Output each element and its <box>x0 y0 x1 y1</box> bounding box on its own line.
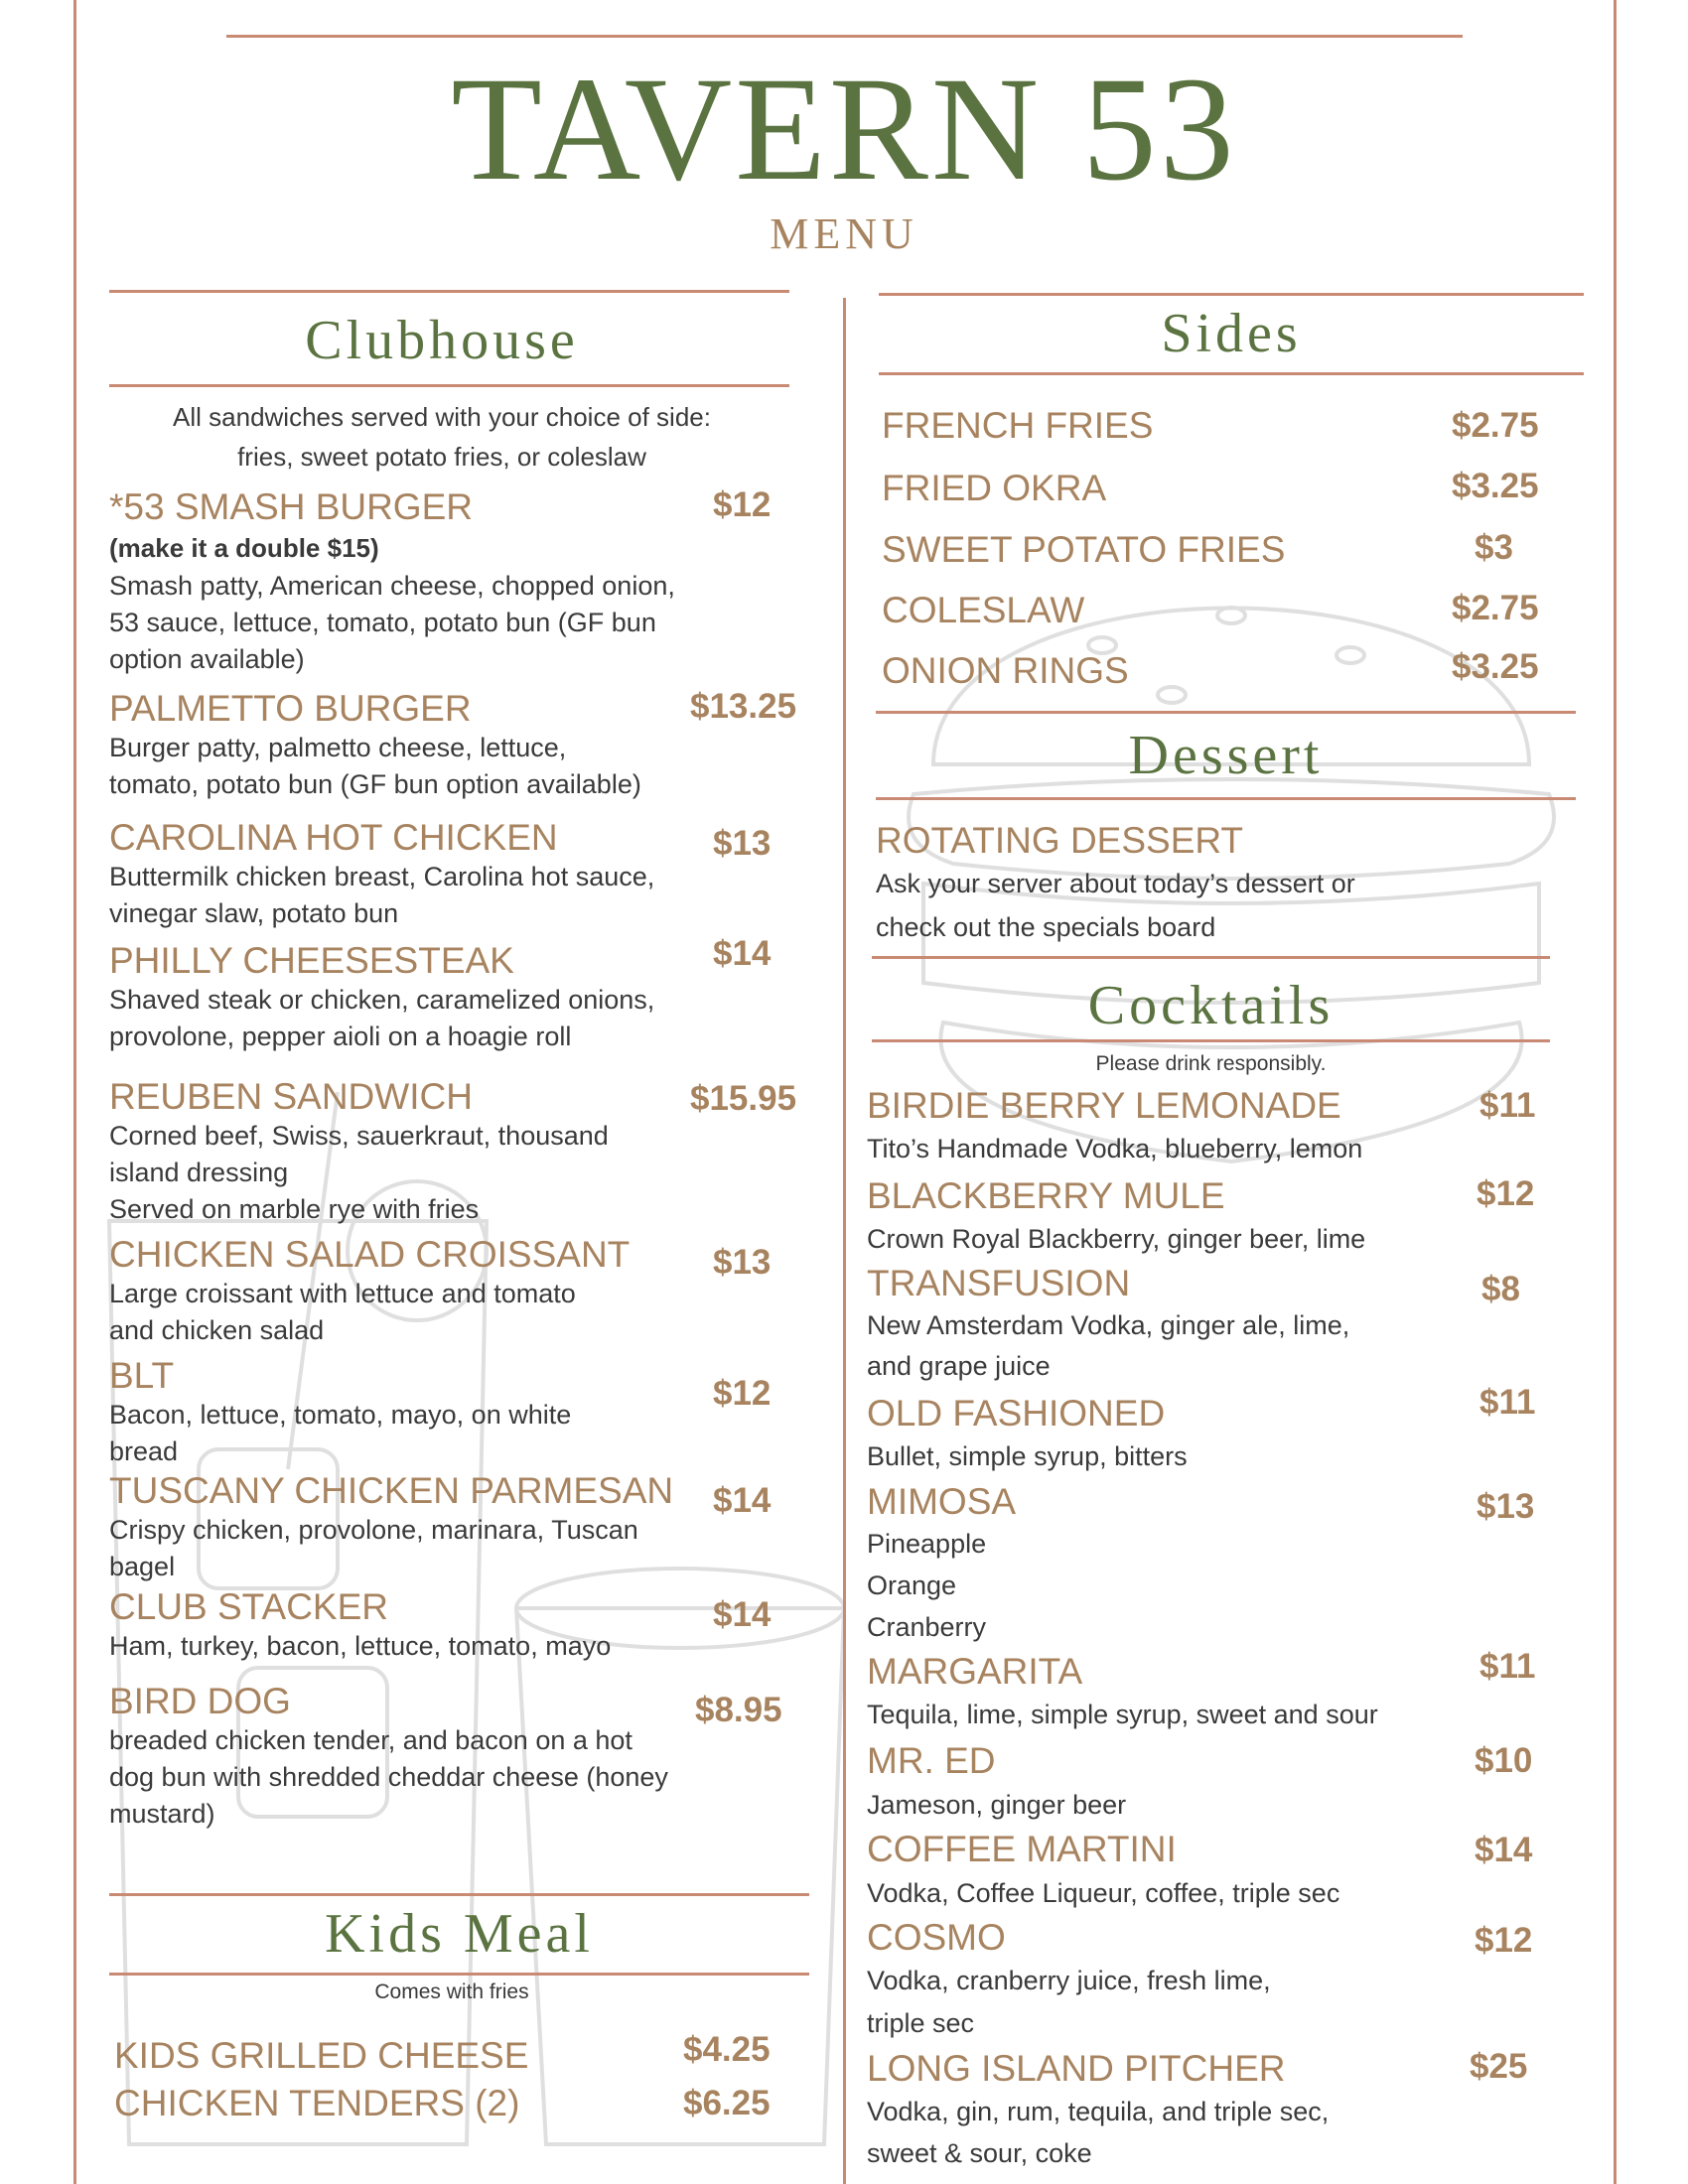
clubhouse-bottom-rule <box>109 384 789 387</box>
item-desc: bagel <box>109 1552 176 1581</box>
item-name: REUBEN SANDWICH <box>109 1076 473 1117</box>
item-price: $10 <box>1475 1741 1533 1780</box>
cocktail-birdie-berry-lemonade <box>867 1085 1482 1170</box>
menu-item-blt <box>109 1355 725 1470</box>
item-desc: Cranberry <box>867 1612 987 1642</box>
item-desc: Smash patty, American cheese, chopped onion, <box>109 571 675 601</box>
item-name: CLUB STACKER <box>109 1586 388 1627</box>
item-name: BLACKBERRY MULE <box>867 1175 1225 1216</box>
side-item-price: $2.75 <box>1452 406 1539 445</box>
item-price: $12 <box>713 1374 772 1413</box>
kids-item-name: KIDS GRILLED CHEESE <box>114 2035 529 2076</box>
item-desc: Tito’s Handmade Vodka, blueberry, lemon <box>867 1134 1363 1163</box>
left-frame-line <box>73 0 76 2184</box>
menu-item-reuben-sandwich <box>109 1076 725 1228</box>
cocktail-cosmo <box>867 1917 1482 2044</box>
clubhouse-note <box>109 397 774 477</box>
sides-title: Sides <box>1161 303 1302 364</box>
item-name: ROTATING DESSERT <box>876 820 1244 861</box>
item-desc: vinegar slaw, potato bun <box>109 898 399 928</box>
item-desc: Vodka, gin, rum, tequila, and triple sec, <box>867 2097 1330 2126</box>
cocktail-long-island-pitcher <box>867 2048 1482 2173</box>
clubhouse-top-rule <box>109 290 789 293</box>
cocktail-old-fashioned <box>867 1393 1482 1478</box>
item-desc: Vodka, cranberry juice, fresh lime, <box>867 1966 1271 1995</box>
item-name: MARGARITA <box>867 1651 1083 1692</box>
item-price: $25 <box>1470 2047 1528 2086</box>
item-price: $12 <box>713 485 772 524</box>
item-name: COFFEE MARTINI <box>867 1829 1177 1869</box>
cocktail-transfusion <box>867 1263 1482 1386</box>
menu-item-carolina-hot-chicken <box>109 817 725 932</box>
item-desc: Ham, turkey, bacon, lettuce, tomato, mayo <box>109 1631 612 1661</box>
item-name: COSMO <box>867 1917 1006 1958</box>
side-item-name: COLESLAW <box>882 590 1085 630</box>
side-item-price: $3.25 <box>1452 467 1539 505</box>
item-name: TUSCANY CHICKEN PARMESAN <box>109 1470 674 1511</box>
item-desc: and chicken salad <box>109 1315 325 1345</box>
item-desc: New Amsterdam Vodka, ginger ale, lime, <box>867 1310 1350 1340</box>
restaurant-name: TAVERN 53 <box>451 47 1237 211</box>
side-item-price: $2.75 <box>1452 589 1539 627</box>
sides-bottom-rule <box>879 372 1584 375</box>
item-name: BLT <box>109 1355 175 1396</box>
kids-bottom-rule <box>109 1973 809 1976</box>
cocktail-margarita <box>867 1651 1482 1736</box>
menu-subtitle: MENU <box>770 209 918 258</box>
side-item-name: SWEET POTATO FRIES <box>882 529 1286 570</box>
item-price: $11 <box>1479 1383 1536 1422</box>
item-desc: option available) <box>109 644 305 674</box>
item-desc: Shaved steak or chicken, caramelized onions, <box>109 985 655 1015</box>
item-desc: Bacon, lettuce, tomato, mayo, on white <box>109 1400 572 1430</box>
item-name: BIRD DOG <box>109 1681 291 1721</box>
item-desc: Buttermilk chicken breast, Carolina hot sauce, <box>109 862 655 891</box>
item-name: CAROLINA HOT CHICKEN <box>109 817 558 858</box>
item-desc: Pineapple <box>867 1529 987 1559</box>
kids-item-name: CHICKEN TENDERS (2) <box>114 2083 520 2123</box>
item-name: PALMETTO BURGER <box>109 688 472 729</box>
side-item-price: $3 <box>1475 528 1513 567</box>
item-name: TRANSFUSION <box>867 1263 1131 1303</box>
menu-item-palmetto-burger <box>109 688 725 803</box>
item-desc: Crown Royal Blackberry, ginger beer, lime <box>867 1224 1366 1254</box>
dessert-title: Dessert <box>1128 725 1324 786</box>
cocktail-coffee-martini <box>867 1829 1482 1916</box>
item-name: CHICKEN SALAD CROISSANT <box>109 1234 631 1275</box>
column-divider <box>843 298 846 2184</box>
kids-item-price: $4.25 <box>683 2030 771 2069</box>
clubhouse-title: Clubhouse <box>305 310 579 371</box>
item-price: $13 <box>713 1243 772 1282</box>
kids-top-rule <box>109 1893 809 1896</box>
item-name: OLD FASHIONED <box>867 1393 1166 1433</box>
cocktail-mimosa <box>867 1481 1482 1648</box>
menu-item-club-stacker <box>109 1586 725 1665</box>
item-price: $13.25 <box>690 687 797 726</box>
item-desc: Tequila, lime, simple syrup, sweet and sour <box>867 1700 1378 1729</box>
side-item-name: FRENCH FRIES <box>882 405 1154 446</box>
cocktail-mr-ed <box>867 1740 1482 1828</box>
side-item-price: $3.25 <box>1452 647 1539 686</box>
item-price: $12 <box>1477 1174 1535 1213</box>
sides-top-rule <box>879 293 1584 296</box>
item-desc: triple sec <box>867 2008 975 2038</box>
menu-item-smash-burger <box>109 486 725 678</box>
item-price: $14 <box>713 1595 772 1634</box>
clubhouse-note-line: All sandwiches served with your choice of side: <box>173 402 711 432</box>
item-desc: 53 sauce, lettuce, tomato, potato bun (GF bun <box>109 608 656 637</box>
item-price: $13 <box>713 824 772 863</box>
item-name: LONG ISLAND PITCHER <box>867 2048 1286 2089</box>
item-name: *53 SMASH BURGER <box>109 486 473 527</box>
item-desc: provolone, pepper aioli on a hoagie roll <box>109 1022 572 1051</box>
menu-item-bird-dog <box>109 1681 725 1833</box>
item-price: $8.95 <box>695 1691 782 1729</box>
dessert-bottom-rule <box>876 797 1576 800</box>
item-desc: Corned beef, Swiss, sauerkraut, thousand <box>109 1121 609 1151</box>
item-price: $14 <box>713 934 772 973</box>
item-desc: Crispy chicken, provolone, marinara, Tuscan <box>109 1515 638 1545</box>
item-name: PHILLY CHEESESTEAK <box>109 940 514 981</box>
item-desc: bread <box>109 1436 179 1466</box>
item-name: MR. ED <box>867 1740 996 1781</box>
item-option: (make it a double $15) <box>109 533 379 563</box>
menu-item-chicken-salad-croissant <box>109 1234 725 1349</box>
side-item-name: FRIED OKRA <box>882 468 1107 508</box>
item-price: $13 <box>1477 1487 1535 1526</box>
kids-note: Comes with fries <box>374 1980 529 2003</box>
clubhouse-note-line: fries, sweet potato fries, or coleslaw <box>237 442 646 472</box>
item-desc: Bullet, simple syrup, bitters <box>867 1441 1188 1471</box>
cocktails-bottom-rule <box>872 1039 1550 1042</box>
top-rule <box>226 35 1463 38</box>
cocktails-top-rule <box>872 956 1550 959</box>
item-desc: check out the specials board <box>876 912 1216 942</box>
right-frame-line <box>1614 0 1617 2184</box>
menu-item-tuscany-chicken-parmesan <box>109 1470 725 1585</box>
item-desc: Jameson, ginger beer <box>867 1790 1127 1820</box>
item-desc: Served on marble rye with fries <box>109 1194 480 1224</box>
cocktail-blackberry-mule <box>867 1175 1482 1261</box>
item-desc: breaded chicken tender, and bacon on a hot <box>109 1725 633 1755</box>
kids-title: Kids Meal <box>325 1903 594 1965</box>
item-desc: Ask your server about today’s dessert or <box>876 869 1355 898</box>
menu-item-philly-cheesesteak <box>109 940 725 1055</box>
dessert-top-rule <box>876 711 1576 714</box>
item-name: MIMOSA <box>867 1481 1017 1522</box>
item-desc: sweet & sour, coke <box>867 2138 1092 2168</box>
item-desc: Orange <box>867 1570 957 1600</box>
item-name: BIRDIE BERRY LEMONADE <box>867 1085 1341 1126</box>
item-desc: mustard) <box>109 1799 215 1829</box>
item-price: $12 <box>1475 1921 1533 1960</box>
item-desc: Vodka, Coffee Liqueur, coffee, triple sec <box>867 1878 1340 1908</box>
cocktails-note: Please drink responsibly. <box>1095 1052 1327 1075</box>
item-price: $11 <box>1479 1647 1536 1686</box>
item-price: $11 <box>1479 1086 1536 1125</box>
side-item-name: ONION RINGS <box>882 650 1129 691</box>
item-desc: dog bun with shredded cheddar cheese (honey <box>109 1762 668 1792</box>
item-price: $15.95 <box>690 1079 797 1118</box>
menu-item-rotating-dessert <box>876 820 1551 949</box>
item-price: $14 <box>713 1481 772 1520</box>
item-price: $14 <box>1475 1831 1533 1869</box>
item-price: $8 <box>1481 1270 1520 1308</box>
item-desc: and grape juice <box>867 1351 1051 1381</box>
cocktails-title: Cocktails <box>1087 975 1335 1036</box>
item-desc: Burger patty, palmetto cheese, lettuce, <box>109 733 567 762</box>
kids-item-price: $6.25 <box>683 2084 771 2122</box>
item-desc: island dressing <box>109 1158 289 1187</box>
item-desc: tomato, potato bun (GF bun option available) <box>109 769 641 799</box>
item-desc: Large croissant with lettuce and tomato <box>109 1279 576 1308</box>
